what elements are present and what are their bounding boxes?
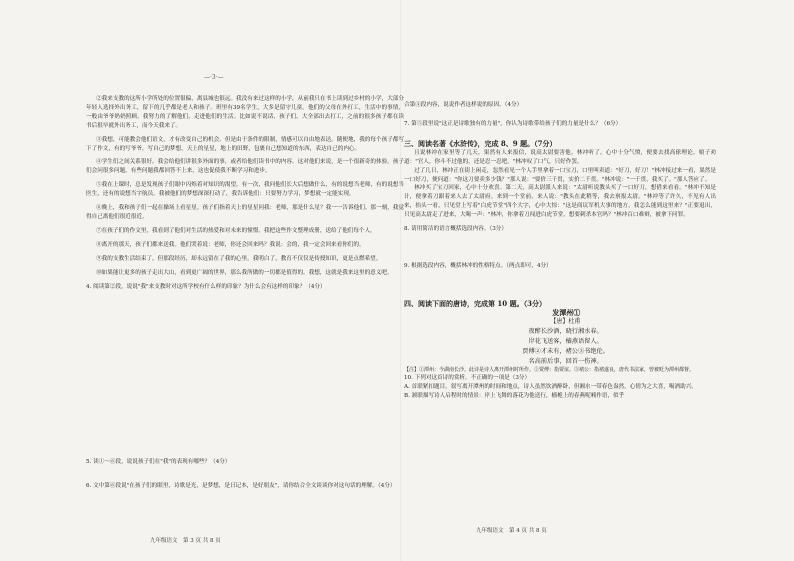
question-8: 8. 请用简洁的语言概括选段内容。（3分） [404, 226, 507, 233]
poem-note: 【注】①潭州：今湖南长沙。此诗是诗人离开潭州时所作。②贾傅：指贾谊。③褚公：指褚遂良，唐代书法家，曾被贬为潭州都督。 [404, 366, 695, 373]
question-6: 6. 文中第⑥段说"在孩子们的眼里，诗歌是光，是梦想，是日记本，是好朋友"，请你结合全文谈谈你对这句话的理解。（4分） [86, 483, 396, 489]
option-b: B. 颔联描写诗人启程时的情景：岸上飞舞的落花为他送行，樯桅上的春燕呢喃作语，似乎 [404, 393, 625, 400]
passage-paragraph: 林冲买了宝刀回家，心中十分欢喜。第二天，高太尉派人来说："太尉听说教头买了一口好刀，想借来看看。"林冲不知是计，便拿着刀跟着来人去了太尉府。来到一个堂前，来人说："教头在此稍等，我去禀报太尉。"林冲等了许久，不见有人出来，抬头一看，只见堂上写着"白虎节堂"四个大字，心中大惊："这是商议军机大事的地方，我怎么能到这里来？"正要退出，只见高太尉走了进来，大喝一声："林冲，你拿着刀闯进白虎节堂，想要刺杀本官吗？"林冲百口难辩，被拿下问罪。 [404, 185, 716, 219]
paragraph: ②我来支教的这所小学所处的位置很偏，离县城也很远。我没有来过这样的小学，从前我只在书上读到过乡村的小学，大部分年轻人选择外出务工，留下的几乎都是老人和孩子。班里有39名学生，大多是留守儿童。他们的父母在外打工，生活中的事情，一般由爷爷奶奶照顾。我努力的了解他们，走进他们的生活。比如说不说话、孩子们，大全部出去打工，之前的很多孩子都在读书后很早就外出务工，而今天我来了。 [86, 96, 404, 129]
poem-author: 【唐】杜甫 [550, 317, 581, 325]
question-6-tail: 合第④段内容，说说作者这样说的原因。（4分） [404, 102, 523, 108]
page-footer: 九年级语文 第 4 页 共 8 页 [476, 528, 547, 534]
question-7: 7. 第⑤段里说"这正是诗歌独有的力量"，你认为诗歌带给孩子们的力量是什么？（6分） [404, 120, 622, 127]
right-body [404, 101, 716, 401]
passage-paragraph: 且说林冲在家里等了几天，果然有人来报信，说高太尉要害他。林冲听了，心中十分气愤，便要去找高俅理论。娘子劝道："官人，你斗不过他的，还是忍一忍吧。"林冲叹了口气，只好作罢。 [404, 149, 716, 165]
page-top-mark: —·3·— [204, 74, 224, 81]
paragraph: ⑤我在上课时，总是发现孩子们眼中闪烁着对知识的渴望。有一次，我问他们长大后想做什么，有的说想当老师，有的说想当医生，还有的说想当宇航员。我被他们的梦想深深打动了，我告诉他们：只要努力学习，梦想就一定能实现。 [86, 182, 404, 198]
page-footer: 九年级语文 第 3 页 共 8 页 [150, 538, 221, 544]
poem-line: 岸花飞送客，樯燕语留人。 [528, 337, 603, 345]
paragraph: ⑩如果能让更多的孩子走出大山，看到更广阔的世界，那么我所做的一切都是值得的。我想，这就是我来这里的意义吧。 [96, 269, 393, 276]
paragraph: ⑨我的支教生活结束了，但那段经历，却永远留在了我的心里。我明白了，教育不仅仅是传授知识，更是点燃希望。 [96, 255, 382, 262]
question-4: 4. 阅读第②段，说说"我"来支教时对这所学校有什么样的印象？为什么会有这样的印象？（4分） [86, 283, 326, 290]
question-6-block [86, 482, 404, 491]
question-5: 5. 读①～⑥段，说说孩子们在"我"的表现有哪些？（4分） [86, 459, 231, 465]
left-body [86, 95, 404, 291]
paragraph: ③我想，可能教会他们语文，才有改变自己的机会。但是由于条件的限制，情感可以自由地表达。随便地，我的每个孩子都写下了作文，有的写爷爷，写自己的梦想，天上的星星，地上的田野，包裹自己想知道的东西，表达自己的内心。 [86, 136, 404, 152]
poem-line: 名高前后事，回首一伤神。 [528, 357, 603, 365]
poem-line: 贾傅②才未有，褚公③书绝伦。 [522, 347, 609, 355]
question-5-block [86, 458, 404, 467]
paragraph: ⑦在孩子们的作文里，我看到了他们对生活的热爱和对未来的憧憬。我把这些作文整理成册，送给了他们每个人。 [96, 227, 376, 234]
question-9: 9. 根据选段内容，概括林冲的性格特点。（两点即可，4分） [404, 262, 552, 269]
question-10: 10. 下列对这首诗的赏析，不正确的一项是（3分） [404, 375, 531, 382]
poem-line: 夜醉长沙酒，晓行湘水春。 [528, 327, 603, 335]
passage-paragraph: 过了几日，林冲正在街上闲走，忽然看见一个人手里拿着一口宝刀，口里叫卖道："好刀，好刀！"林冲接过来一看，果然是一口好刀，便问道："你这刀要卖多少钱？"那人说："要价三千贯，实价二千贯。"林冲说："一千贯，我买了。"那人答应了。 [404, 167, 716, 183]
paragraph: ⑧离开的那天，孩子们都来送我。他们哭着说：老师，你还会回来吗？我说：会的，我一定会回来看你们的。 [96, 241, 365, 248]
section-3-title: 三、阅读名著《水浒传》，完成 8、9 题。（7分） [404, 138, 557, 148]
paragraph: ④学生们之间关系很好。我会给他们讲很多外面的事，或者给他们读书中的内容。这对他们来说，是一个很新奇的体验。孩子们会问很多问题，有些问题我都回答不上来，这也促使我不断学习和进步。 [86, 159, 404, 175]
poem-title: 发潭州① [552, 307, 581, 317]
right-page [404, 0, 716, 561]
left-page [86, 0, 404, 561]
option-a: A. 首联紧扣题目，叙写离开潭州的时间和地点，诗人虽然饮酒醉卧，但湘水一带春色盎然，心情为之大喜，喝酒助兴。 [404, 384, 697, 391]
paragraph: ⑥晚上，我和孩子们一起在操场上看星星。孩子们指着天上的星星问我：老师，那是什么星？我一一告诉他们。那一刻，我觉得自己离他们很近很近。 [86, 205, 404, 220]
section-4-title: 四、阅读下面的唐诗，完成第 10 题。（3分） [404, 298, 546, 308]
